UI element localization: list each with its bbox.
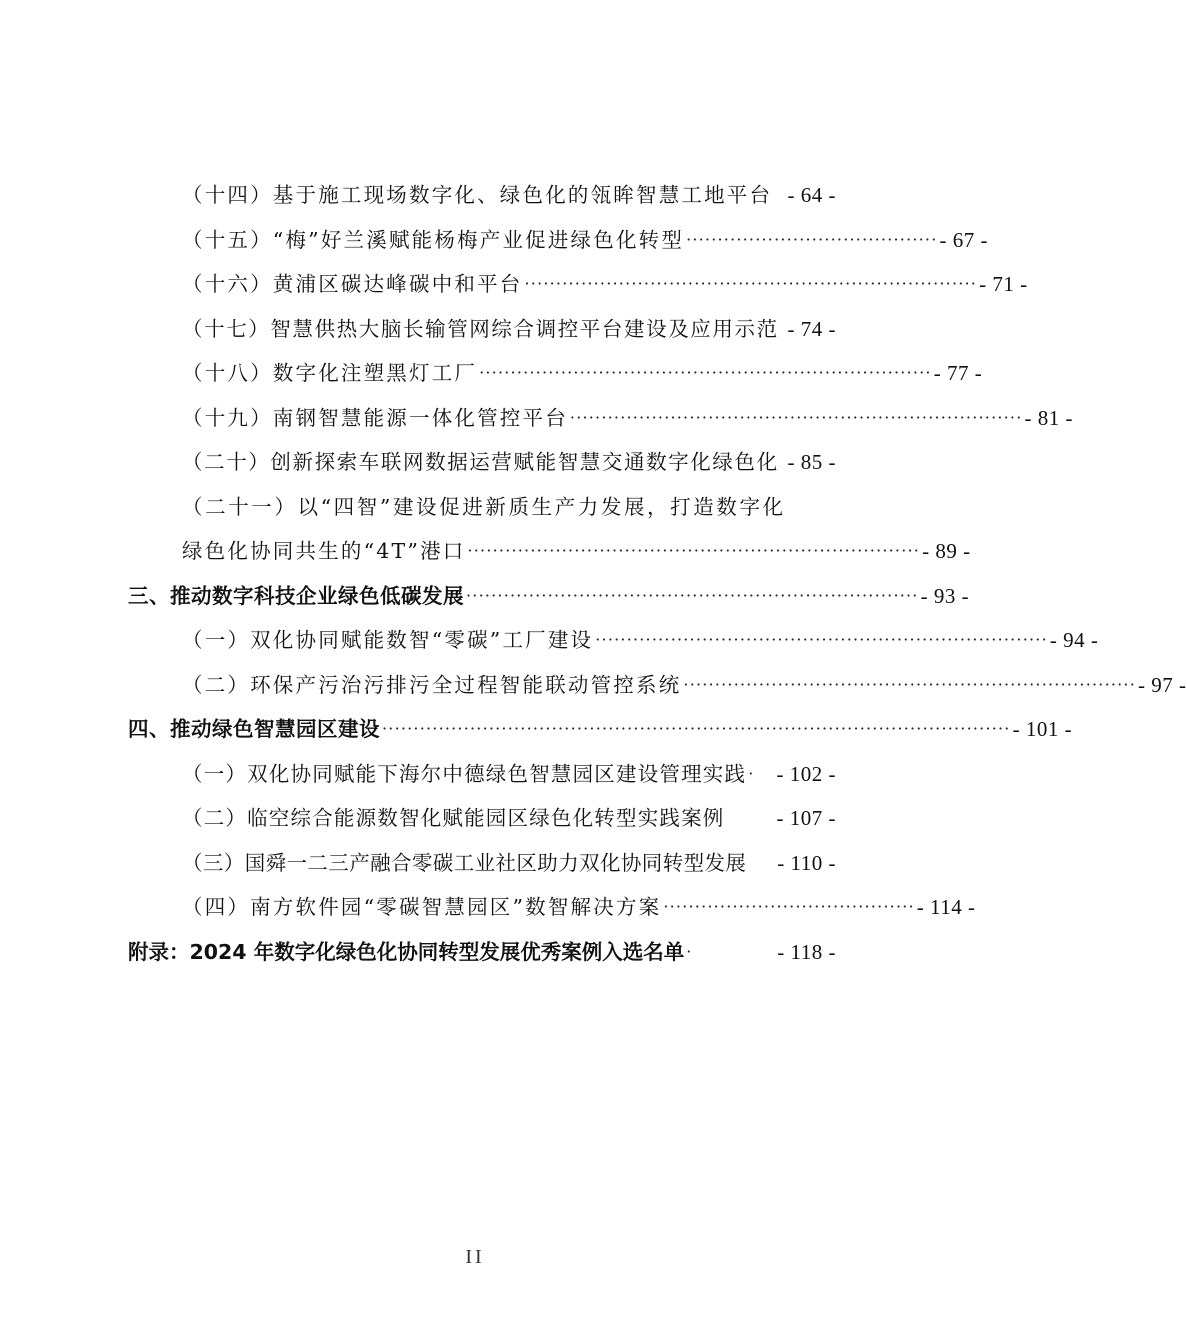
toc-section-4[interactable] xyxy=(128,709,1073,749)
toc-entry-label: 绿色化协同共生的“4T”港口 xyxy=(182,539,466,563)
toc-page-number: - 101 - xyxy=(1012,717,1073,741)
toc-leader: · xyxy=(686,942,693,961)
toc-entry-4-4[interactable] xyxy=(182,887,976,927)
toc-page-number: - 85 - xyxy=(787,450,836,474)
toc-section-3[interactable] xyxy=(128,576,970,616)
toc-entry-16[interactable] xyxy=(182,264,1028,304)
toc-entry-label: （十四）基于施工现场数字化、绿色化的瓴眸智慧工地平台 xyxy=(182,183,773,207)
toc-page-number: - 93 - xyxy=(920,584,970,608)
toc-entry-label: （二十一）以“四智”建设促进新质生产力发展，打造数字化 xyxy=(182,495,786,519)
toc-entry-19[interactable] xyxy=(182,398,1073,438)
toc-page-number: - 102 - xyxy=(776,762,836,786)
toc-leader: ···································································································· xyxy=(382,719,1011,738)
toc-leader: · xyxy=(748,764,755,783)
toc-section-label: 四、推动绿色智慧园区建设 xyxy=(128,717,380,741)
toc-page-number: - 89 - xyxy=(922,539,971,563)
toc-entry-label: （十六）黄浦区碳达峰碳中和平台 xyxy=(182,272,523,296)
toc-entry-label: （十九）南钢智慧能源一体化管控平台 xyxy=(182,406,568,430)
toc-page-number: - 77 - xyxy=(933,361,983,385)
toc-entry-17[interactable] xyxy=(182,309,836,349)
toc-entry-label: （二十）创新探索车联网数据运营赋能智慧交通数字化绿色化 xyxy=(182,450,779,474)
toc-page-number: - 74 - xyxy=(787,317,836,341)
toc-leader: ········································································ xyxy=(479,363,932,382)
toc-entry-15[interactable] xyxy=(182,220,988,260)
toc-entry-18[interactable] xyxy=(182,353,983,393)
toc-entry-21[interactable] xyxy=(182,487,836,527)
toc-page-number: - 110 - xyxy=(777,851,836,875)
toc-page-number: - 118 - xyxy=(777,940,836,964)
toc-entry-20[interactable] xyxy=(182,442,836,482)
page-number-footer: II xyxy=(465,1246,485,1268)
toc-entry-4-2[interactable] xyxy=(182,798,836,838)
toc-entry-label: （十五）“梅”好兰溪赋能杨梅产业促进绿色化转型 xyxy=(182,228,685,252)
toc-leader: ········································ xyxy=(663,897,915,916)
toc-entry-label: （四）南方软件园“零碳智慧园区”数智解决方案 xyxy=(182,895,662,919)
toc-page-number: - 81 - xyxy=(1024,406,1073,430)
toc-entry-label: （三）国舜一二三产融合零碳工业社区助力双化协同转型发展 xyxy=(182,851,747,875)
toc-entry-21-continued[interactable] xyxy=(182,531,971,571)
toc-entry-4-3[interactable] xyxy=(182,843,836,883)
toc-leader: ········································ xyxy=(686,230,938,249)
toc-leader: ········································································ xyxy=(595,630,1048,649)
toc-page-number: - 67 - xyxy=(939,228,988,252)
toc-entry-label: （二）环保产污治污排污全过程智能联动管控系统 xyxy=(182,673,682,697)
toc-leader: ········································································ xyxy=(467,541,921,560)
toc-leader: ········································································ xyxy=(683,675,1136,694)
toc-page-number: - 71 - xyxy=(979,272,1028,296)
toc-entry-4-1[interactable] xyxy=(182,754,836,794)
toc-appendix[interactable] xyxy=(128,932,836,972)
toc-entry-label: （一）双化协同赋能下海尔中德绿色智慧园区建设管理实践 xyxy=(182,762,747,786)
toc-entry-label: （二）临空综合能源数智化赋能园区绿色化转型实践案例 xyxy=(182,806,725,830)
toc-entry-label: （十七）智慧供热大脑长输管网综合调控平台建设及应用示范 xyxy=(182,317,779,341)
toc-entry-label: （十八）数字化注塑黑灯工厂 xyxy=(182,361,478,385)
toc-leader: ········································································ xyxy=(524,274,978,293)
toc-page-number: - 64 - xyxy=(787,183,836,207)
toc-page-number: - 94 - xyxy=(1049,628,1099,652)
toc-entry-label: （一）双化协同赋能数智“零碳”工厂建设 xyxy=(182,628,594,652)
toc-entry-3-1[interactable] xyxy=(182,620,1099,660)
toc-page-number: - 97 - xyxy=(1138,673,1187,697)
toc-entry-14[interactable] xyxy=(182,175,836,215)
toc-page-number: - 107 - xyxy=(776,806,836,830)
toc-leader: ········································································ xyxy=(466,586,919,605)
toc-appendix-label: 附录：2024 年数字化绿色化协同转型发展优秀案例入选名单 xyxy=(128,940,685,964)
toc-page-number: - 114 - xyxy=(916,895,976,919)
toc-entry-3-2[interactable] xyxy=(182,665,1187,705)
toc-section-label: 三、推动数字科技企业绿色低碳发展 xyxy=(128,584,464,608)
toc-leader: ········································································ xyxy=(569,408,1023,427)
